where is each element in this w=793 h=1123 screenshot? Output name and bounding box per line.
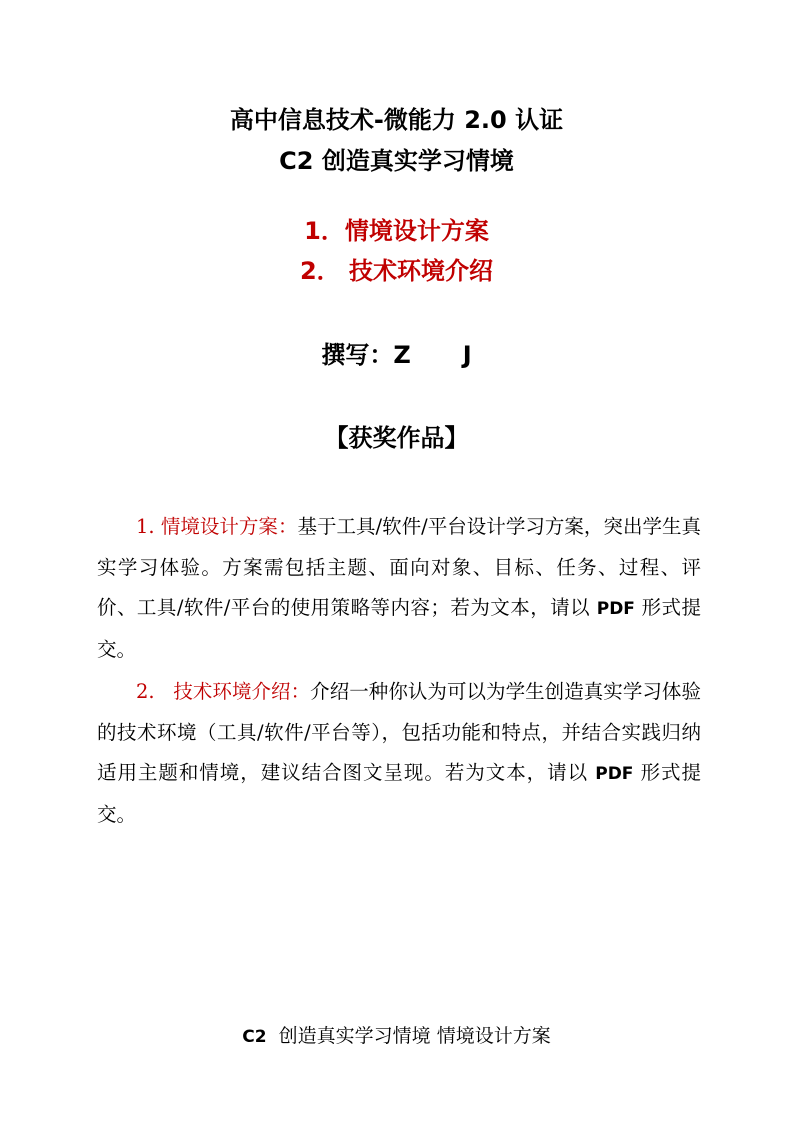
footer-text: 创造真实学习情境 情境设计方案 — [278, 1025, 551, 1047]
award-label: 【获奖作品】 — [324, 424, 469, 452]
paragraph-text-end: 形式提交。 — [97, 596, 701, 661]
deliverable-item-1: 1．情境设计方案 — [304, 217, 489, 245]
paragraph-text: 介绍一种你认为可以为学生创造真实学习体验的技术环境（工具/软件/平台等），包括功能和特点，并结合实践归纳适用主题和情境，建议结合图文呈现。若为文本，请以 — [97, 680, 701, 784]
paragraph-number: 2. — [136, 680, 155, 703]
paragraph-heading: 情境设计方案： — [160, 515, 298, 538]
paragraph-text: 基于工具/软件/平台设计学习方案，突出学生真实学习体验。方案需包括主题、面向对象、目标、任务、过程、评价、工具/软件/平台的使用策略等内容；若为文本，请以 — [97, 515, 701, 619]
requirement-paragraph-2 — [97, 672, 701, 835]
page-footer — [0, 1022, 793, 1051]
document-title: 高中信息技术-微能力 2.0 认证 — [229, 106, 564, 134]
document-subtitle: C2 创造真实学习情境 — [279, 147, 514, 175]
author-line — [0, 338, 793, 372]
pdf-label: PDF — [595, 764, 634, 784]
deliverable-item-2: 2． 技术环境介绍 — [299, 257, 494, 285]
requirement-paragraph-1 — [97, 507, 701, 670]
author-label: 撰写：Z — [321, 341, 411, 369]
footer-code: C2 — [242, 1027, 267, 1047]
pdf-label: PDF — [596, 599, 635, 619]
paragraph-text-end: 形式提交。 — [97, 761, 702, 826]
paragraph-number: 1. — [136, 515, 155, 538]
paragraph-heading: 技术环境介绍： — [173, 680, 311, 703]
author-initial: J — [462, 341, 472, 369]
